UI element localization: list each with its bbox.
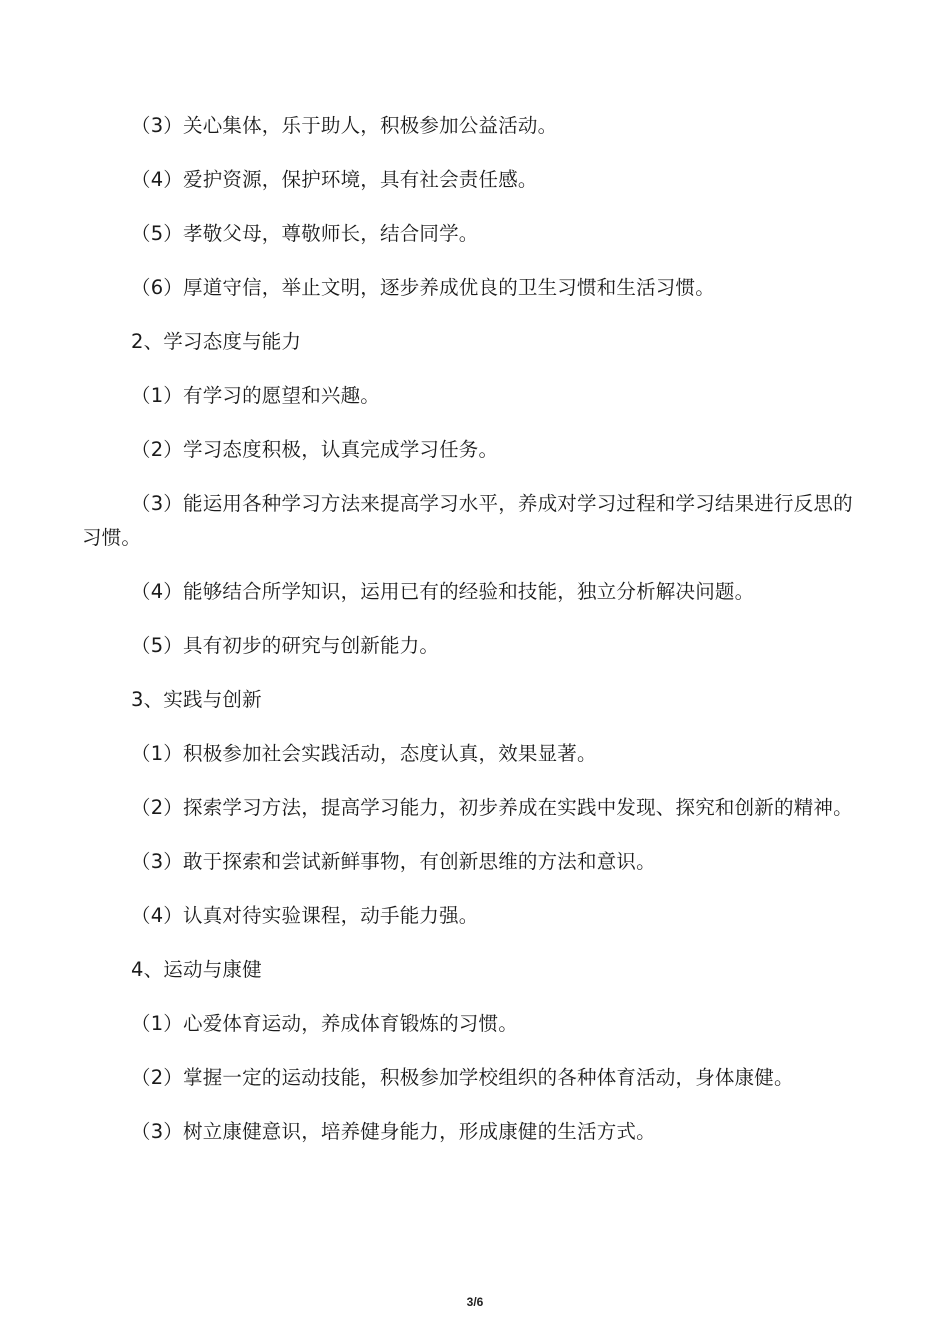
- paragraph-item: （1）积极参加社会实践活动，态度认真，效果显著。: [131, 742, 597, 765]
- paragraph-item: （1）有学习的愿望和兴趣。: [131, 384, 381, 407]
- paragraph-item: （5）孝敬父母，尊敬师长，结合同学。: [131, 222, 479, 245]
- paragraph-item: （4）认真对待实验课程，动手能力强。: [131, 904, 479, 927]
- section-heading: 2、学习态度与能力: [131, 330, 302, 353]
- section-heading: 3、实践与创新: [131, 688, 262, 711]
- paragraph-item: （2）学习态度积极，认真完成学习任务。: [131, 438, 499, 461]
- paragraph-item: （3）树立康健意识，培养健身能力，形成康健的生活方式。: [131, 1120, 656, 1143]
- paragraph-item: （5）具有初步的研究与创新能力。: [131, 634, 440, 657]
- page-number: 3/6: [466, 1295, 484, 1309]
- document-body: [82, 109, 862, 1169]
- paragraph-item: （4）爱护资源，保护环境，具有社会责任感。: [131, 168, 538, 191]
- paragraph-item: （3）能运用各种学习方法来提高学习水平，养成对学习过程和学习结果进行反思的习惯。: [82, 492, 853, 549]
- paragraph-item: （3）敢于探索和尝试新鲜事物，有创新思维的方法和意识。: [131, 850, 656, 873]
- paragraph-item: （1）心爱体育运动，养成体育锻炼的习惯。: [131, 1012, 518, 1035]
- paragraph-item: （4）能够结合所学知识，运用已有的经验和技能，独立分析解决问题。: [131, 580, 755, 603]
- section-heading: 4、运动与康健: [131, 958, 262, 981]
- paragraph-item: （2）掌握一定的运动技能，积极参加学校组织的各种体育活动，身体康健。: [131, 1066, 794, 1089]
- paragraph-item: （2）探索学习方法，提高学习能力，初步养成在实践中发现、探究和创新的精神。: [131, 796, 853, 819]
- paragraph-item: （6）厚道守信，举止文明，逐步养成优良的卫生习惯和生活习惯。: [131, 276, 715, 299]
- paragraph-item: （3）关心集体，乐于助人，积极参加公益活动。: [131, 114, 558, 137]
